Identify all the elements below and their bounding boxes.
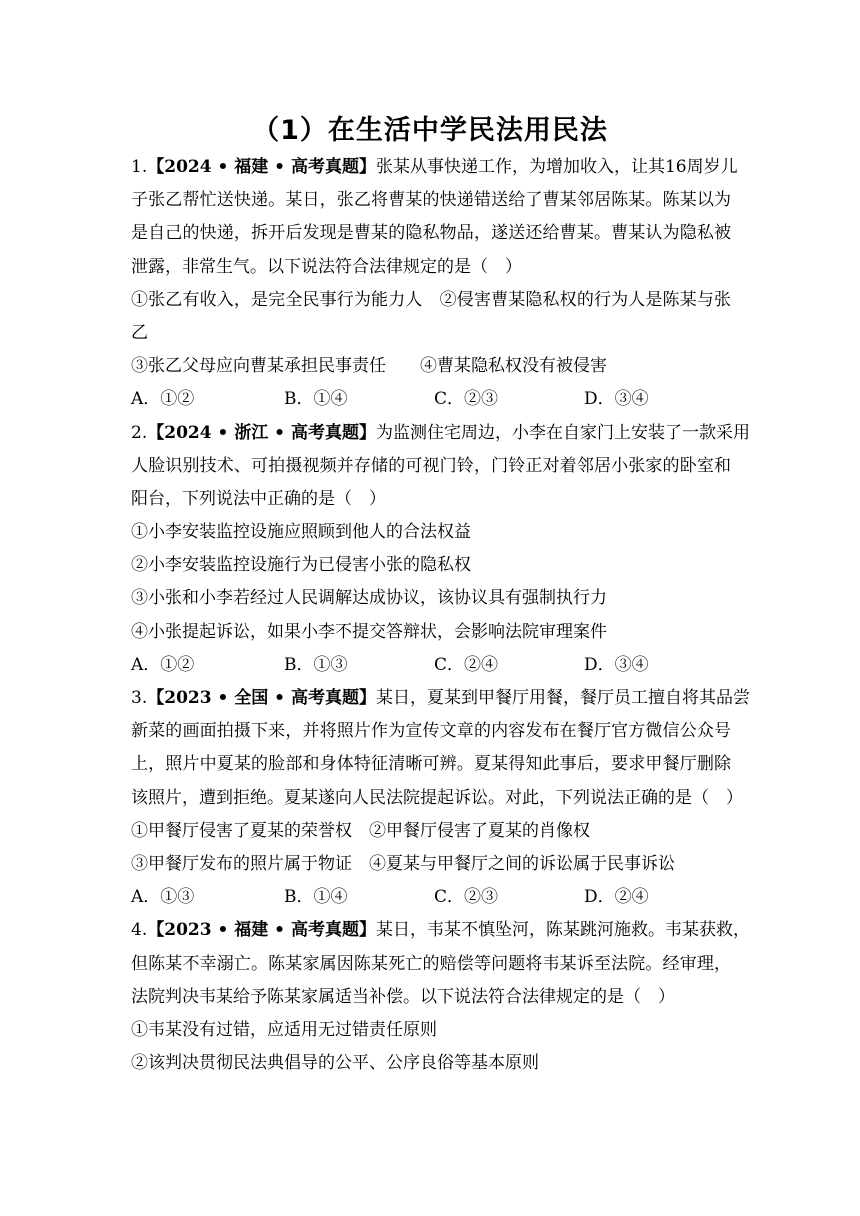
option-b[interactable]: B．①④	[284, 887, 348, 908]
statement-line: 乙	[131, 322, 148, 343]
statement-line: ③小张和小李若经过人民调解达成协议，该协议具有强制执行力	[131, 588, 607, 609]
question-stem-line: 3.【2023 • 全国 • 高考真题】某日，夏某到甲餐厅用餐，餐厅员工擅自将其品尝	[131, 688, 750, 708]
statement-line: ①小李安装监控设施应照顾到他人的合法权益	[131, 522, 471, 543]
question-stem-line: 但陈某不幸溺亡。陈某家属因陈某死亡的赔偿等问题将韦某诉至法院。经审理，	[131, 953, 731, 974]
option-c[interactable]: C．②③	[434, 887, 499, 908]
question-stem-line: 2.【2024 • 浙江 • 高考真题】为监测住宅周边，小李在自家门上安装了一款采用	[131, 422, 750, 443]
option-d[interactable]: D．③④	[584, 389, 649, 410]
question-2	[131, 417, 750, 683]
question-source: 【2024 • 福建 • 高考真题】	[147, 157, 376, 177]
statement-line: ①韦某没有过错，应适用无过错责任原则	[131, 1019, 437, 1040]
option-c[interactable]: C．②④	[434, 654, 499, 675]
statement-line: ①甲餐厅侵害了夏某的荣誉权 ②甲餐厅侵害了夏某的肖像权	[131, 820, 590, 841]
question-stem-line: 该照片，遭到拒绝。夏某遂向人民法院提起诉讼。对此，下列说法正确的是（ ）	[131, 787, 743, 808]
question-3	[131, 682, 750, 914]
question-1	[131, 151, 738, 417]
option-d[interactable]: D．②④	[584, 887, 649, 908]
statement-line: ③张乙父母应向曹某承担民事责任 ④曹某隐私权没有被侵害	[131, 356, 607, 377]
answer-options	[131, 649, 731, 682]
statement-line: ②该判决贯彻民法典倡导的公平、公序良俗等基本原则	[131, 1053, 539, 1074]
question-stem-line: 上，照片中夏某的脸部和身体特征清晰可辨。夏某得知此事后，要求甲餐厅删除	[131, 754, 731, 775]
option-a[interactable]: A．①③	[131, 887, 195, 908]
page-title: （1）在生活中学民法用民法	[252, 115, 608, 146]
question-stem-line: 子张乙帮忙送快递。某日，张乙将曹某的快递错送给了曹某邻居陈某。陈某以为	[131, 190, 731, 211]
question-stem-line: 4.【2023 • 福建 • 高考真题】某日，韦某不慎坠河，陈某跳河施救。韦某获救，	[131, 920, 750, 941]
answer-options	[131, 881, 731, 914]
question-stem-line: 法院判决韦某给予陈某家属适当补偿。以下说法符合法律规定的是（ ）	[131, 986, 675, 1007]
option-b[interactable]: B．①③	[284, 654, 348, 675]
option-c[interactable]: C．②③	[434, 389, 499, 410]
question-stem-line: 1.【2024 • 福建 • 高考真题】张某从事快递工作，为增加收入，让其16周岁儿	[131, 157, 738, 177]
question-source: 【2023 • 全国 • 高考真题】	[147, 688, 376, 708]
question-source: 【2023 • 福建 • 高考真题】	[147, 920, 376, 941]
option-a[interactable]: A．①②	[131, 654, 195, 675]
statement-line: ①张乙有收入，是完全民事行为能力人 ②侵害曹某隐私权的行为人是陈某与张	[131, 289, 731, 310]
option-a[interactable]: A．①②	[131, 389, 195, 410]
statement-line: ③甲餐厅发布的照片属于物证 ④夏某与甲餐厅之间的诉讼属于民事诉讼	[131, 853, 675, 874]
question-stem-line: 新菜的画面拍摄下来，并将照片作为宣传文章的内容发布在餐厅官方微信公众号	[131, 721, 731, 742]
question-list	[131, 151, 750, 1080]
statement-line: ④小张提起诉讼，如果小李不提交答辩状，会影响法院审理案件	[131, 621, 607, 642]
option-d[interactable]: D．③④	[584, 654, 649, 675]
question-source: 【2024 • 浙江 • 高考真题】	[147, 422, 376, 443]
option-b[interactable]: B．①④	[284, 389, 348, 410]
question-4	[131, 914, 750, 1080]
question-stem-line: 阳台，下列说法中正确的是（ ）	[131, 488, 386, 509]
question-stem-line: 是自己的快递，拆开后发现是曹某的隐私物品，遂送还给曹某。曹某认为隐私被	[131, 223, 731, 244]
question-stem-line: 泄露，非常生气。以下说法符合法律规定的是（ ）	[131, 256, 522, 277]
statement-line: ②小李安装监控设施行为已侵害小张的隐私权	[131, 555, 471, 576]
question-stem-line: 人脸识别技术、可拍摄视频并存储的可视门铃，门铃正对着邻居小张家的卧室和	[131, 455, 731, 476]
answer-options	[131, 383, 731, 416]
